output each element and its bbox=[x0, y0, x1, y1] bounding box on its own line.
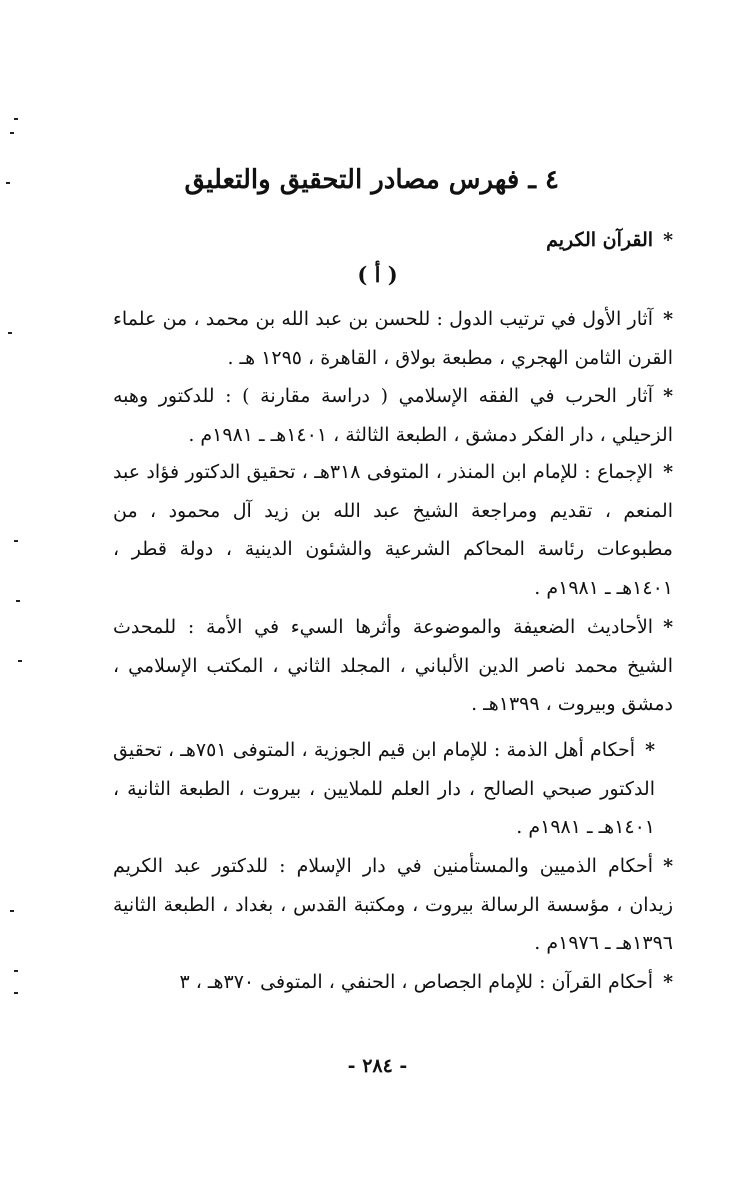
bibliography-entry bbox=[113, 847, 673, 963]
asterisk-bullet: * bbox=[663, 385, 673, 407]
margin-mark bbox=[6, 182, 10, 184]
asterisk-bullet: * bbox=[663, 308, 673, 330]
bibliography-entry bbox=[113, 300, 673, 377]
entry-text: الإجماع : للإمام ابن المنذر ، المتوفى ٣١٨هـ ، تحقيق الدكتور فؤاد عبد المنعم ، تقديم ومراجعة الشيخ عبد الله بن زيد آل محمود ، من مطبوعات رئاسة المحاكم الشرعية والشئون الدينية ، دولة قطر ، ١٤٠١هـ ـ ١٩٨١م . bbox=[113, 461, 673, 599]
asterisk-bullet: * bbox=[663, 229, 673, 251]
entry-text: أحكام أهل الذمة : للإمام ابن قيم الجوزية ، المتوفى ٧٥١هـ ، تحقيق الدكتور صبحي الصالح ، دار العلم للملايين ، بيروت ، الطبعة الثانية ، ١٤٠١هـ ـ ١٩٨١م . bbox=[113, 739, 655, 838]
entry-text: أحكام القرآن : للإمام الجصاص ، الحنفي ، المتوفى ٣٧٠هـ ، ٣ bbox=[179, 971, 654, 993]
asterisk-bullet: * bbox=[645, 739, 655, 761]
page-number: - ٢٨٤ - bbox=[347, 1055, 408, 1077]
section-heading: ٤ ـ فهرس مصادر التحقيق والتعليق bbox=[184, 165, 559, 195]
entry-text: آثار الأول في ترتيب الدول : للحسن بن عبد الله بن محمد ، من علماء القرن الثامن الهجري ، مطبعة بولاق ، القاهرة ، ١٢٩٥ هـ . bbox=[113, 308, 673, 369]
entry-text: القرآن الكريم bbox=[546, 229, 654, 251]
margin-mark bbox=[14, 118, 18, 120]
asterisk-bullet: * bbox=[663, 616, 673, 638]
alphabet-section-letter: ( أ ) bbox=[357, 262, 398, 287]
asterisk-bullet: * bbox=[663, 855, 673, 877]
margin-mark bbox=[14, 970, 18, 972]
margin-mark bbox=[10, 132, 14, 134]
margin-mark bbox=[14, 992, 18, 994]
bibliography-entry bbox=[113, 963, 673, 1002]
margin-mark bbox=[14, 540, 18, 542]
margin-mark bbox=[18, 660, 22, 662]
margin-mark bbox=[8, 332, 12, 334]
bibliography-entry bbox=[113, 377, 673, 454]
margin-mark bbox=[10, 910, 14, 912]
entry-text: آثار الحرب في الفقه الإسلامي ( دراسة مقارنة ) : للدكتور وهبه الزحيلي ، دار الفكر دمشق ، الطبعة الثالثة ، ١٤٠١هـ ـ ١٩٨١م . bbox=[113, 385, 673, 446]
entry-text: أحكام الذميين والمستأمنين في دار الإسلام : للدكتور عبد الكريم زيدان ، مؤسسة الرسالة بيروت ، ومكتبة القدس ، بغداد ، الطبعة الثانية ١٣٩٦هـ ـ ١٩٧٦م . bbox=[113, 855, 673, 954]
entry-text: الأحاديث الضعيفة والموضوعة وأثرها السيء في الأمة : للمحدث الشيخ محمد ناصر الدين الألباني ، المجلد الثاني ، المكتب الإسلامي ، دمشق وبيروت ، ١٣٩٩هـ . bbox=[113, 616, 673, 715]
bibliography-entry bbox=[113, 453, 673, 607]
bibliography-entry bbox=[113, 731, 655, 847]
asterisk-bullet: * bbox=[663, 971, 673, 993]
bibliography-entry bbox=[113, 608, 673, 724]
asterisk-bullet: * bbox=[663, 461, 673, 483]
bibliography-entry bbox=[113, 221, 673, 260]
margin-mark bbox=[16, 600, 20, 602]
